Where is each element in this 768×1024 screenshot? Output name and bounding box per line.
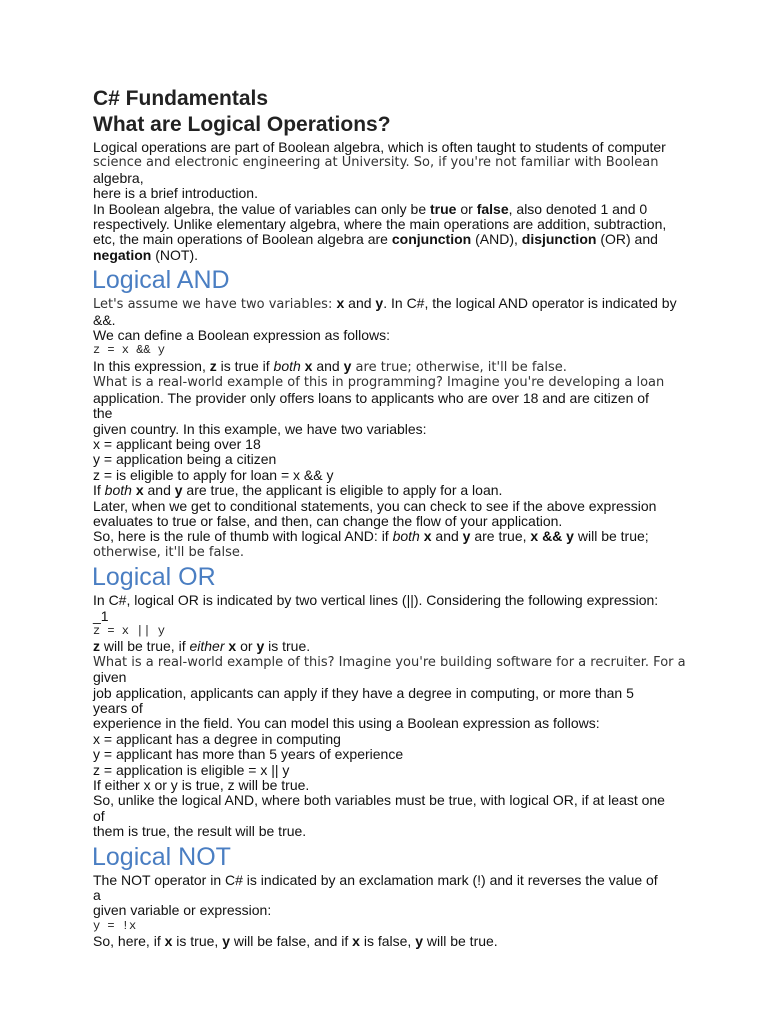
text-line: If either x or y is true, z will be true. (93, 777, 310, 794)
code-expression: y = !x (93, 918, 137, 933)
text-line: etc, the main operations of Boolean algebra are conjunction (AND), disjunction (OR) and (93, 231, 658, 248)
text-line: y = application being a citizen (93, 451, 277, 468)
text-line: In C#, logical OR is indicated by two vertical lines (||). Considering the following expression: (93, 592, 659, 609)
text-line: application. The provider only offers loans to applicants who are over 18 and are citizen of (93, 389, 649, 406)
text-line: respectively. Unlike elementary algebra, where the main operations are addition, subtraction, (93, 216, 667, 233)
section-heading-logical-not: Logical NOT (92, 842, 231, 871)
text-line: If both x and y are true, the applicant is eligible to apply for a loan. (93, 482, 503, 499)
section-heading-logical-or: Logical OR (92, 563, 216, 592)
text-line: In this expression, z is true if both x and y are true; otherwise, it'll be false. (93, 357, 567, 375)
text-line: So, here is the rule of thumb with logical AND: if both x and y are true, x && y will be true; (93, 528, 649, 545)
text-line: given variable or expression: (93, 902, 272, 919)
boolean-paragraph (93, 202, 678, 264)
text-line: _1 (93, 607, 109, 624)
text-line: given (93, 669, 127, 686)
intro-line: algebra, (93, 169, 144, 186)
code-expression: z = x || y (93, 623, 166, 638)
text-line: So, unlike the logical AND, where both variables must be true, with logical OR, if at least one (93, 792, 665, 809)
text-line: x = applicant has a degree in computing (93, 730, 341, 747)
text-line: Let's assume we have two variables: x and y. In C#, the logical AND operator is indicated by (93, 295, 677, 313)
text-line: x = applicant being over 18 (93, 435, 261, 452)
text-line: What is a real-world example of this in programming? Imagine you're developing a loan (93, 375, 665, 391)
text-line: evaluates to true or false, and then, can change the flow of your application. (93, 512, 563, 529)
text-line: z = application is eligible = x || y (93, 761, 290, 778)
code-expression: z = x && y (93, 343, 166, 358)
text-line: So, here, if x is true, y will be false, and if x is false, y will be true. (93, 933, 498, 950)
intro-paragraph (93, 140, 678, 202)
text-line: Later, when we get to conditional statements, you can check to see if the above expression (93, 497, 657, 514)
text-line: job application, applicants can apply if they have a degree in computing, or more than 5 (93, 684, 634, 701)
not-section-body (93, 873, 678, 950)
and-section-body (93, 296, 678, 560)
text-line: otherwise, it'll be false. (93, 544, 244, 560)
text-line: them is true, the result will be true. (93, 823, 307, 840)
text-line: y = applicant has more than 5 years of experience (93, 746, 404, 763)
text-line: given country. In this example, we have two variables: (93, 420, 427, 437)
intro-line: here is a brief introduction. (93, 185, 258, 202)
text-line: of (93, 807, 105, 824)
text-line: a (93, 887, 101, 904)
text-line: negation (NOT). (93, 246, 198, 263)
text-line: z = is eligible to apply for loan = x && y (93, 466, 334, 483)
document-title: C# Fundamentals (93, 87, 269, 110)
text-line: experience in the field. You can model this using a Boolean expression as follows: (93, 715, 600, 732)
text-line: the (93, 405, 113, 422)
text-line: &&. (93, 311, 116, 328)
or-section-body (93, 592, 686, 840)
text-line: In Boolean algebra, the value of variables can only be true or false, also denoted 1 and 0 (93, 200, 648, 217)
text-line: The NOT operator in C# is indicated by an exclamation mark (!) and it reverses the value of (93, 871, 658, 888)
intro-line: science and electronic engineering at University. So, if you're not familiar with Boolean (93, 155, 659, 171)
section-heading-logical-and: Logical AND (92, 266, 230, 295)
text-line: We can define a Boolean expression as follows: (93, 327, 391, 344)
document-subtitle: What are Logical Operations? (93, 113, 391, 136)
text-line: z will be true, if either x or y is true. (93, 638, 311, 655)
text-line: years of (93, 700, 143, 716)
intro-line: Logical operations are part of Boolean algebra, which is often taught to students of computer (93, 139, 666, 155)
text-line: What is a real-world example of this? Imagine you're building software for a recruiter. For a (93, 654, 686, 670)
